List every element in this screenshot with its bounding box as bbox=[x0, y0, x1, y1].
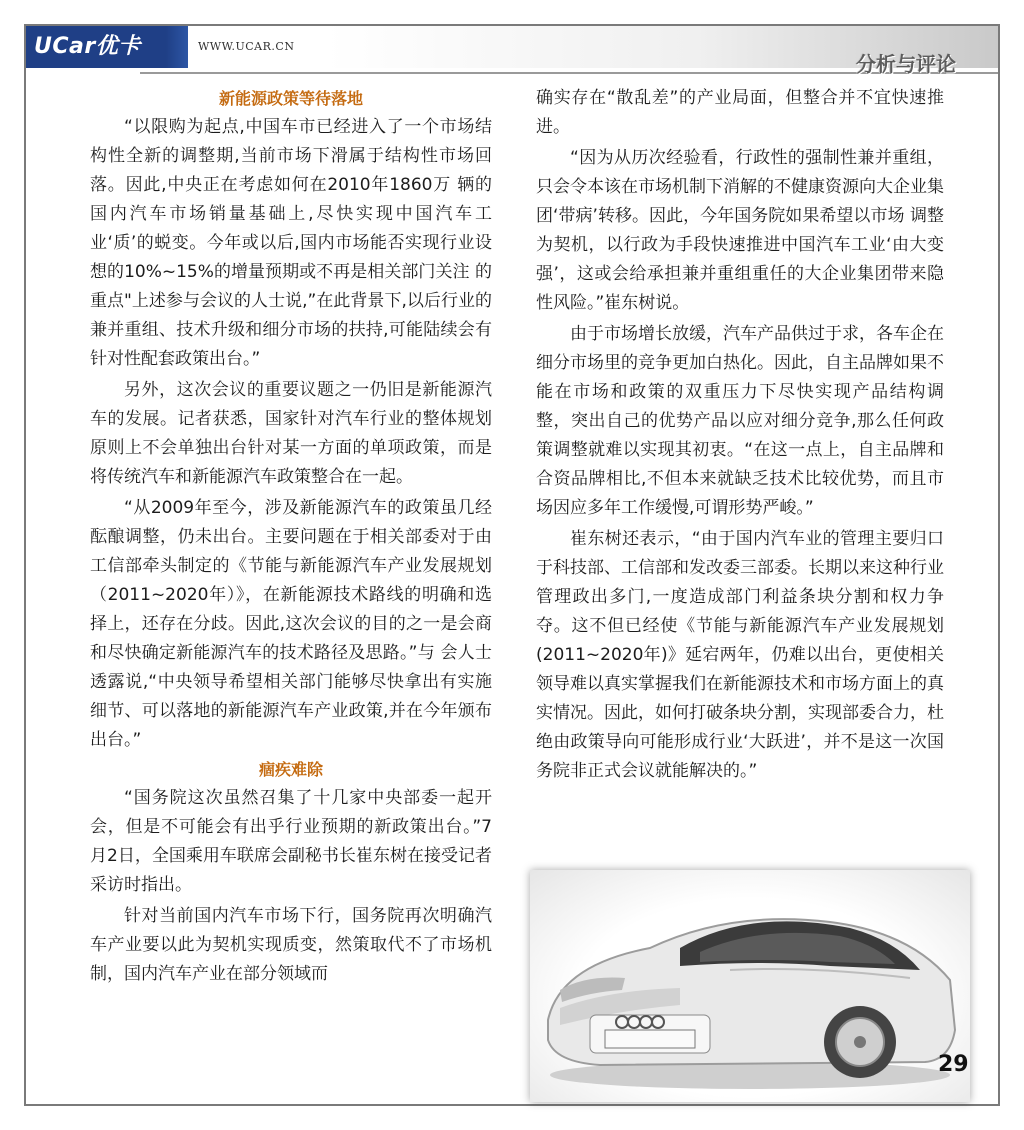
paragraph: 另外，这次会议的重要议题之一仍旧是新能源汽车的发展。记者获悉，国家针对汽车行业的整体规划原则上不会单独出台针对某一方面的单项政策，而是将传统汽车和新能源汽车政策整合在一起。 bbox=[90, 380, 492, 487]
paragraph: 由于市场增长放缓，汽车产品供过于求，各车企在细分市场里的竞争更加白热化。因此，自主品牌如果不能在市场和政策的双重压力下尽快实现产品结构调 整，突出自己的优势产品以应对细分竞争,那么任何政策调整就难以实现其初衷。“在这一点上，自主品牌和合资品牌相比,不但本来就缺乏技术比较优势，而且市 场因应多年工作缓慢,可谓形势严峻。” bbox=[536, 324, 944, 518]
right-column bbox=[536, 84, 944, 786]
paragraph: “以限购为起点,中国车市已经进入了一个市场结构性全新的调整期,当前市场下滑属于结构性市场回落。因此,中央正在考虑如何在2010年1860万 辆的国内汽车市场销量基础上,尽快实现中国汽车工业‘质’的蜕变。今年或以后,国内市场能否实现行业设想的10%~15%的增量预期或不再是相关部门关注 的重点"上述参与会议的人士说,”在此背景下,以后行业的兼并重组、技术升级和细分市场的扶持,可能陆续会有针对性配套政策出台。” bbox=[90, 117, 492, 369]
paragraph: “从2009年至今，涉及新能源汽车的政策虽几经酝酿调整，仍未出台。主要问题在于相关部委对于由工信部牵头制定的《节能与新能源汽车产业发展规划 （2011~2020年）》，在新能源技术路线的明确和选择上，还存在分歧。因此,这次会议的目的之一是会商和尽快确定新能源汽车的技术路径及思路。”与 会人士透露说,“中央领导希望相关部门能够尽快拿出有实施细节、可以落地的新能源汽车产业政策,并在今年颁布出台。” bbox=[90, 498, 492, 750]
section-title: 分析与评论 bbox=[856, 52, 956, 76]
paragraph: 确实存在“散乱差”的产业局面，但整合并不宜快速推进。 bbox=[536, 88, 944, 137]
paragraph: 针对当前国内汽车市场下行，国务院再次明确汽车产业要以此为契机实现质变，然策取代不了市场机制，国内汽车产业在部分领域而 bbox=[90, 906, 492, 984]
header-url: WWW.UCAR.CN bbox=[198, 40, 295, 53]
car-image bbox=[530, 870, 970, 1102]
paragraph: “因为从历次经验看，行政性的强制性兼并重组，只会令本该在市场机制下消解的不健康资源向大企业集团‘带病’转移。因此，今年国务院如果希望以市场 调整为契机，以行政为手段快速推进中国汽车工业‘由大变强’，这或会给承担兼并重组重任的大企业集团带来隐性风险。”崔东树说。 bbox=[536, 148, 944, 313]
page-number: 29 bbox=[938, 1052, 969, 1077]
heading-new-energy-policy: 新能源政策等待落地 bbox=[218, 89, 363, 108]
paragraph: 崔东树还表示，“由于国内汽车业的管理主要归口于科技部、工信部和发改委三部委。长期以来这种行业管理政出多门,一度造成部门利益条块分割和权力争 夺。这不但已经使《节能与新能源汽车产业发展规划(2011~2020年)》延宕两年，仍难以出台，更使相关领导难以真实掌握我们在新能源技术和市场方面上的真实情况。因此，如何打破条块分割，实现部委合力，杜绝由政策导向可能形成行业‘大跃进’，并不是这一次国务院非正式会议就能解决的。” bbox=[536, 529, 944, 781]
paragraph: “国务院这次虽然召集了十几家中央部委一起开会，但是不可能会有出乎行业预期的新政策出台。”7月2日，全国乘用车联席会副秘书长崔东树在接受记者采访时指出。 bbox=[90, 788, 492, 895]
page-header bbox=[26, 26, 998, 68]
logo-extension bbox=[166, 26, 188, 68]
car-illustration-icon bbox=[530, 870, 970, 1102]
heading-chronic-problem: 痼疾难除 bbox=[258, 760, 323, 779]
ucar-logo: UCar优卡 bbox=[26, 26, 166, 68]
left-column bbox=[90, 84, 492, 989]
